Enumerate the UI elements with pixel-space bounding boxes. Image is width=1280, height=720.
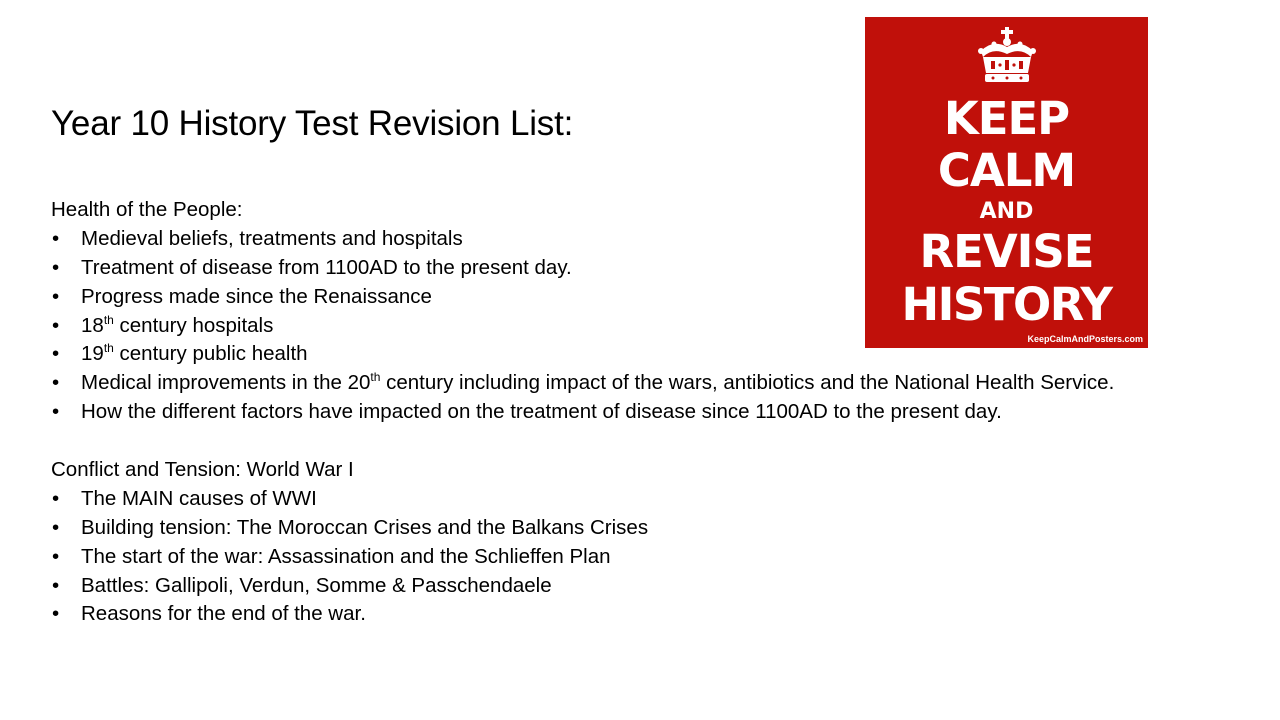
list-item: • 18th century hospitals (51, 312, 1251, 341)
list-item: • Building tension: The Moroccan Crises and the Balkans Crises (51, 514, 1251, 543)
section-heading-conflict: Conflict and Tension: World War I (51, 458, 354, 482)
superscript: th (370, 370, 381, 385)
bullet-icon: • (52, 284, 60, 308)
list-item: • The MAIN causes of WWI (51, 485, 1251, 514)
list-item: • Progress made since the Renaissance (51, 283, 1251, 312)
list-item: • Reasons for the end of the war. (51, 600, 1251, 629)
list-item: • How the different factors have impacted on the treatment of disease since 1100AD to the present day. (51, 398, 1251, 427)
list-item: • The start of the war: Assassination and the Schlieffen Plan (51, 543, 1251, 572)
section-heading-health: Health of the People: (51, 198, 243, 221)
keep-calm-poster (865, 17, 1148, 348)
bullet-list-conflict (51, 485, 1251, 629)
poster-line-revise: REVISE (919, 225, 1094, 278)
bullet-icon: • (52, 226, 60, 250)
bullet-icon: • (52, 371, 60, 395)
bullet-icon: • (52, 255, 60, 279)
spacer (51, 427, 1251, 456)
bullet-icon: • (52, 515, 60, 539)
crown-icon (975, 27, 1039, 85)
bullet-icon: • (52, 602, 60, 626)
list-item: • Medieval beliefs, treatments and hospitals (51, 225, 1251, 254)
bullet-icon: • (52, 573, 60, 597)
list-item: • Battles: Gallipoli, Verdun, Somme & Passchendaele (51, 572, 1251, 601)
bullet-icon: • (52, 313, 60, 337)
bullet-icon: • (52, 342, 60, 366)
bullet-icon: • (52, 400, 60, 424)
poster-credit: KeepCalmAndPosters.com (1027, 334, 1143, 344)
bullet-icon: • (52, 544, 60, 568)
poster-line-calm: CALM (937, 144, 1076, 197)
superscript: th (103, 312, 114, 327)
list-item: • Treatment of disease from 1100AD to the present day. (51, 254, 1251, 283)
list-item: • 19th century public health (51, 340, 1251, 369)
bullet-icon: • (52, 486, 60, 510)
poster-line-keep: KEEP (943, 92, 1070, 145)
list-item: • Medical improvements in the 20th century including impact of the wars, antibiotics and the National Health Service. (51, 369, 1251, 398)
slide-title: Year 10 History Test Revision List: (51, 104, 574, 143)
superscript: th (103, 341, 114, 356)
poster-line-and: AND (979, 199, 1034, 224)
poster-line-history: HISTORY (901, 278, 1112, 331)
